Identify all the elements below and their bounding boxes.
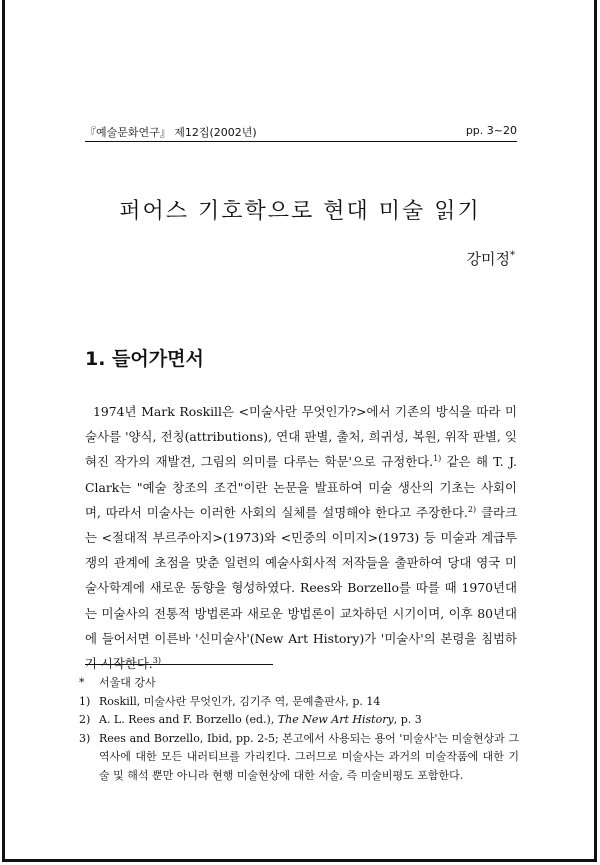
footnote-mark: 1) (79, 694, 91, 708)
footnote-ref-1[interactable]: 1) (433, 454, 442, 464)
footnote-mark: 2) (79, 713, 91, 726)
paragraph (85, 399, 517, 676)
footnote-rule (85, 664, 273, 665)
page-range: pp. 3~20 (465, 124, 517, 137)
footnote-2-post: , p. 3 (393, 713, 422, 726)
footnote-text: 서울대 강사 (99, 676, 156, 689)
footnote-text: Roskill, 미술사란 무엇인가, 김기주 역, 문예출판사, p. 14 (99, 694, 381, 708)
sentence-3: 클라크는 <절대적 부르주아지>(1973)와 <민중의 이미지>(1973) 등 미술과 계급투쟁의 관계에 초점을 맞춘 일련의 예술사회사적 저작들을 출판하여 당대 영국 미술사학계에 새로운 동향을 형성하였다. Rees와 Borzello를 따를 때 1970년대는 미술사의 전통적 방법론과 새로운 방법론이 교차하던 시기이며, 이후 80년대에 들어서면 이른바 '신미술사'(New Art History)가 '미술사'의 본령을 침범하기 시작한다. (85, 504, 517, 672)
header-rule (85, 141, 517, 142)
footnote-2-book-title: The New Art History (277, 713, 394, 726)
journal-citation: 『예술문화연구』 제12집(2002년) (85, 126, 257, 139)
footnote-text: Rees and Borzello, Ibid, pp. 2-5; 본고에서 사용되는 용어 '미술사'는 미술현상과 그 역사에 대한 모든 내러티브를 가리킨다. 그러므로 미술사는 과거의 미술작품에 대한 기술 및 해석 뿐만 아니라 현행 미술현상에 대한 서술, 즉 미술비평도 포함한다. (99, 731, 519, 782)
section-heading: 1. 들어가면서 (85, 348, 204, 370)
sentence-1: 1974년 Mark Roskill은 <미술사란 무엇인가?>에서 기존의 방식을 따라 미술사를 '양식, 전칭(attributions), 연대 판별, 출처, 희귀성, 복원, 위작 판별, 잊혀진 작가의 재발견, 그림의 의미를 다루는 학문'으로 규정한다. (85, 404, 517, 470)
footnote-text (99, 711, 519, 730)
footnote-affiliation (79, 674, 519, 693)
footnote-ref-2[interactable]: 2) (467, 504, 477, 514)
footnote-mark: 3) (79, 731, 91, 745)
footnote-mark: * (79, 676, 85, 689)
author-name: 강미정 (466, 250, 510, 268)
footnote-3 (79, 730, 519, 786)
footnote-ref-3[interactable]: 3) (152, 655, 161, 665)
footnote-2-pre: A. L. Rees and F. Borzello (ed.), (99, 713, 278, 726)
sentence-2: 같은 해 T. J. Clark는 "예술 창조의 조건"이란 논문을 발표하여 미술 생산의 기초는 사회이며, 따라서 미술사는 이러한 사회의 실체를 설명해야 한다고 주장한다. (85, 454, 517, 520)
footnote-1 (79, 693, 519, 712)
body-text (85, 399, 517, 676)
footnote-2 (79, 711, 519, 730)
author-line (467, 248, 515, 269)
author-footnote-mark: * (510, 250, 515, 261)
paper-title: 퍼어스 기호학으로 현대 미술 읽기 (119, 199, 481, 224)
footnotes (79, 674, 519, 785)
running-header (85, 124, 517, 140)
